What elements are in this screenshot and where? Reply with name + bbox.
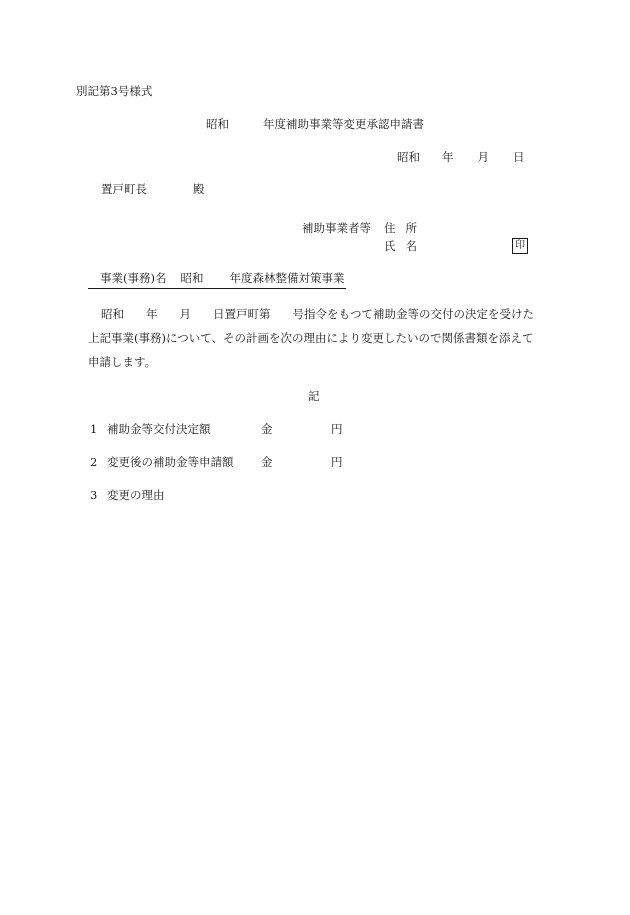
date-day-label: 日 bbox=[513, 150, 525, 164]
item-label: 変更後の補助金等申請額 bbox=[107, 455, 234, 469]
item-number: 2 bbox=[90, 455, 98, 469]
item-label: 変更の理由 bbox=[107, 488, 165, 502]
addressee-honorific: 殿 bbox=[193, 182, 205, 196]
document-title bbox=[206, 119, 424, 131]
addressee-name: 置戸町長 bbox=[101, 182, 147, 196]
title-text: 年度補助事業等変更承認申請書 bbox=[263, 117, 424, 131]
item-amount-prefix: 金 bbox=[261, 455, 273, 469]
notes-heading: 記 bbox=[308, 389, 320, 403]
name-char-2: 名 bbox=[405, 239, 417, 253]
date-year-label: 年 bbox=[442, 150, 454, 164]
addressee bbox=[101, 184, 205, 196]
body-year: 年 bbox=[146, 307, 158, 321]
item-amount-prefix: 金 bbox=[261, 422, 273, 436]
project-name-line bbox=[88, 273, 346, 289]
applicant-label: 補助事業者等 bbox=[302, 221, 371, 235]
item-label: 補助金等交付決定額 bbox=[107, 422, 211, 436]
form-number: 別記第3号様式 bbox=[76, 84, 153, 98]
address-label bbox=[384, 223, 417, 235]
project-title: 年度森林整備対策事業 bbox=[229, 271, 345, 285]
name-char-1: 氏 bbox=[384, 239, 396, 253]
project-label: 事業(事務)名 bbox=[100, 271, 167, 285]
body-line-1 bbox=[101, 309, 534, 321]
item-number: 1 bbox=[90, 422, 98, 436]
item-amount-unit: 円 bbox=[331, 422, 343, 436]
address-char-1: 住 bbox=[384, 221, 396, 235]
item-amount-unit: 円 bbox=[331, 455, 343, 469]
name-label bbox=[384, 241, 417, 253]
date-line bbox=[397, 152, 525, 164]
date-era: 昭和 bbox=[397, 150, 420, 164]
address-char-2: 所 bbox=[405, 221, 417, 235]
seal-mark: 印 bbox=[512, 238, 528, 254]
item-number: 3 bbox=[90, 488, 98, 502]
date-month-label: 月 bbox=[477, 150, 489, 164]
body-line-2: 上記事業(事務)について、その計画を次の理由により変更したいので関係書類を添えて bbox=[88, 331, 534, 345]
body-era: 昭和 bbox=[101, 307, 124, 321]
title-era: 昭和 bbox=[206, 117, 229, 131]
body-month: 月 bbox=[179, 307, 191, 321]
body-day-place: 日置戸町第 bbox=[213, 307, 271, 321]
project-era: 昭和 bbox=[180, 271, 204, 285]
body-line-1-rest: 号指令をもつて補助金等の交付の決定を受けた bbox=[292, 307, 534, 321]
body-line-3: 申請します。 bbox=[88, 355, 157, 369]
